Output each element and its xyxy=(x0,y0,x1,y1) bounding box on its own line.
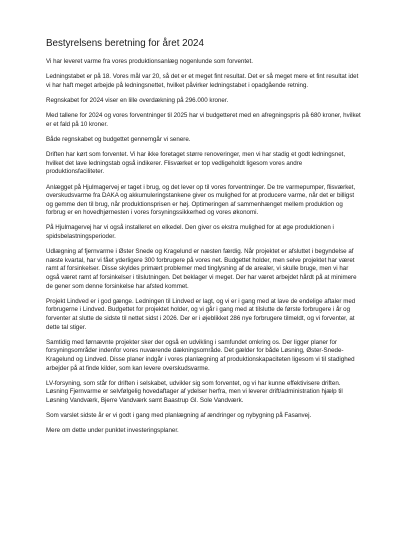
paragraph-fasanvej: Som varslet sidste år er vi godt i gang med planlægning af ændringer og nybygning på Fasanvej. xyxy=(46,412,312,420)
paragraph-operations: Driften har kørt som forventet. Vi har ikke foretaget større renoveringer, men vi har stadig et godt ledningsnet, hvilket det lave ledningstab også indikerer. Flisværket er top vedligeholdt ligesom vores andre produktionsfaciliteter. xyxy=(46,151,346,176)
paragraph-investment-plans: Mere om dette under punktet investeringsplaner. xyxy=(46,427,179,435)
paragraph-hjulmagervej-plant: Anlægget på Hjulmagervej er taget i brug, og det lever op til vores forventninger. De tre varmepumper, flisværket, overskudsvarme fra DAKA og akkumuleringstankene giver os mulighed for at producere varme, når det er billigst og gemme den til brug, når produktionsprisen er høj. Optimeringen af sammenhænget mellem produktion og forbrug er en hovedhjørnesten i vores forsyningssikkerhed og vores økonomi. xyxy=(46,183,356,217)
paragraph-budget-price: Med tallene for 2024 og vores forventninger til 2025 har vi budgetteret med en afregningspris på 680 kroner, hvilket er et fald på 10 kroner. xyxy=(46,112,361,128)
paragraph-supply-areas: Samtidig med førnævnte projekter sker der også en udvikling i samfundet omkring os. Der ligger planer for forsyningsområder indenfor vores nuværende dækningsområde. Det gælder for både Løsning, Øster-Snede-Kragelund og Lindved. Disse planer indgår i vores planlægning af produktionskapaciteten ligesom vi til stadighed arbejder på at finde kilder, som kan levere overskudsvarme. xyxy=(46,338,355,372)
paragraph-review-later: Både regnskabet og budgettet gennemgår vi senere. xyxy=(46,135,191,143)
paragraph-line-loss: Ledningstabet er på 18. Vores mål var 20, så det er et meget fint resultat. Det er så meget mere et fint resultat idet vi har haft meget arbejde på ledningsnettet, hvilket påvirker ledningstabet i opadgående retning. xyxy=(46,73,359,89)
paragraph-lv-forsyning: LV-forsyning, som står for driften i selskabet, udvikler sig som forventet, og vi har kunne effektivisere driften. Løsning Fjernvarme er selvfølgelig hovedaftager af ydelser herfra, men vi leverer drift/administration hjælp til Løsning Vandværk, Bjerre Vandværk samt Baastrup Gl. Sole Vandværk. xyxy=(46,379,343,404)
paragraph-accounts-surplus: Regnskabet for 2024 viser en lille overdækning på 296.000 kroner. xyxy=(46,96,229,104)
paragraph-project-lindved: Projekt Lindved er i god gænge. Ledningen til Lindved er lagt, og vi er i gang med at lave de endelige aftaler med forbrugerne i Lindved. Budgettet for projektet holder, og vi går i gang med at tilslutte de første forbrugere i år og forventer at slutte de sidste til nettet sidst i 2026. Der er i øjeblikket 286 nye forbrugere tilmeldt, og vi forventer, at dette tal stiger. xyxy=(46,297,356,331)
paragraph-heat-delivery: Vi har leveret varme fra vores produktionsanlæg nogenlunde som forventet. xyxy=(46,58,253,65)
report-title: Bestyrelsens beretning for året 2024 xyxy=(46,38,204,49)
paragraph-oester-snede-kragelund: Udlægning af fjernvarme i Øster Snede og Kragelund er næsten færdig. Når projektet er afsluttet i begyndelse af næste kvartal, har vi fået yderligere 300 forbrugere på vores net. Budgettet holder, men selve projektet har været ramt af forsinkelser. Disse skyldes primært problemer med tinglysning af de arealer, vi skulle bruge, men vi har også været ramt af forsinkelser i tilslutningen. Det beklager vi meget. Der har været arbejdet hårdt på at minimere de gener som denne forsinkelse har afsted kommet. xyxy=(46,248,357,290)
paragraph-electric-boiler: På Hjulmagervej har vi også installeret en elkedel. Den giver os ekstra mulighed for at øge produktionen i spidsbelastningsperioder. xyxy=(46,224,334,241)
report-page xyxy=(46,38,362,443)
